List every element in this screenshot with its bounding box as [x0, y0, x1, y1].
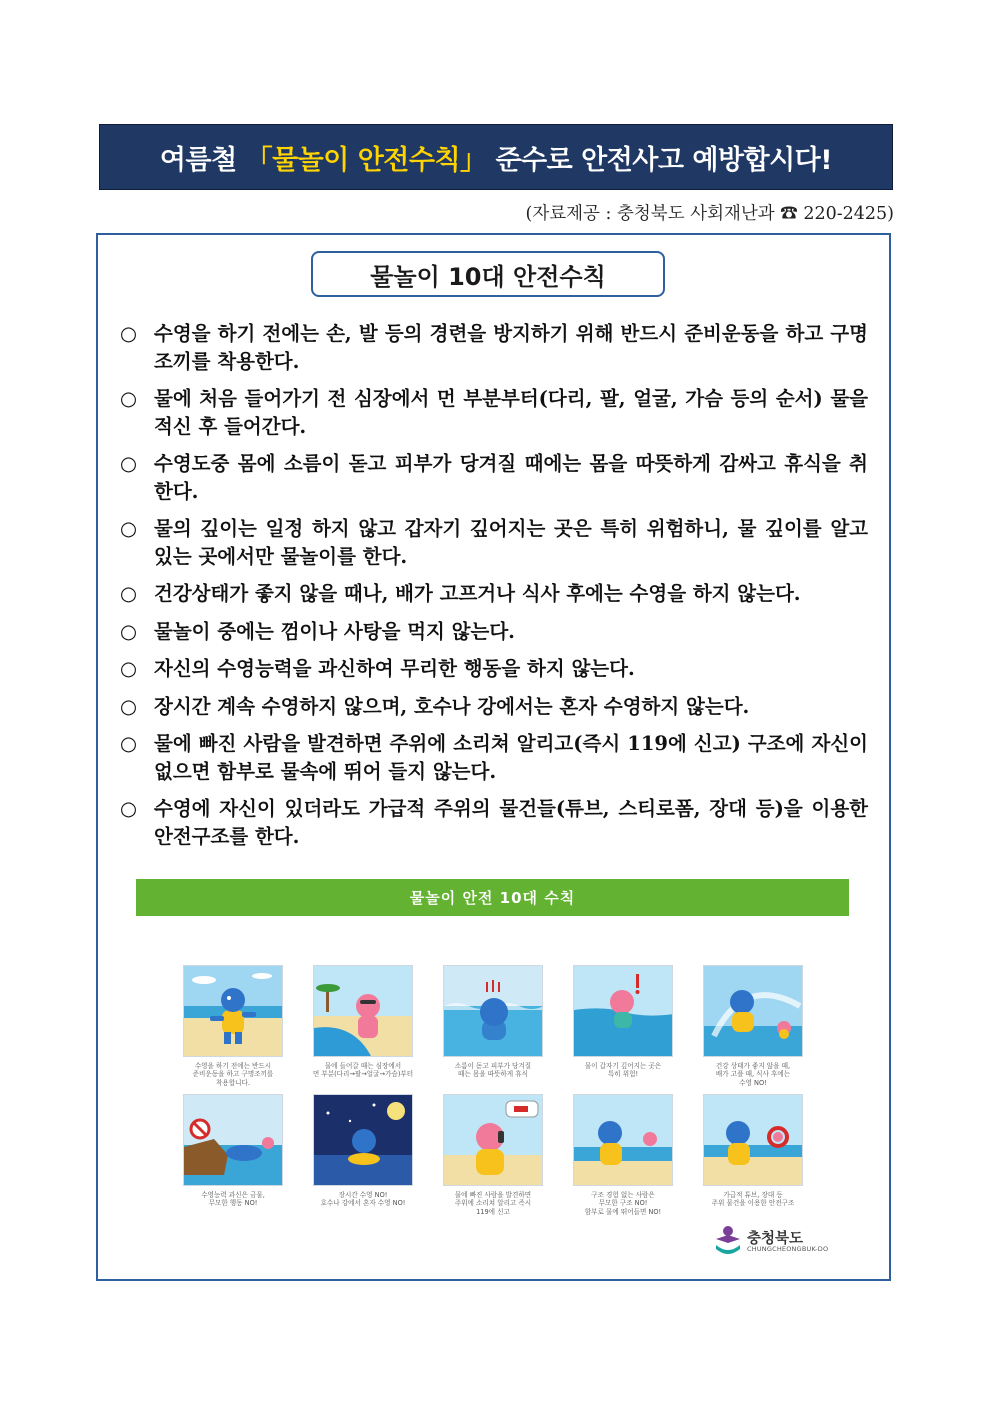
illustration-panel — [183, 965, 283, 1057]
poster-banner: 물놀이 안전 10대 수칙 — [136, 879, 849, 916]
rule-item — [120, 320, 868, 375]
title-suffix: 준수로 안전사고 예방합시다! — [486, 144, 833, 176]
illustration-caption: 물에 들어갈 때는 심장에서 먼 부분(다리→팔→얼굴→가슴)부터 — [312, 1062, 414, 1079]
illustration-panel — [313, 1094, 413, 1186]
bullet-circle-icon: ○ — [120, 694, 138, 718]
rule-item — [120, 385, 868, 440]
bullet-circle-icon: ○ — [120, 387, 138, 410]
illustration-panel — [313, 965, 413, 1057]
logo-name: 충청북도 — [747, 1231, 804, 1247]
illustration-caption: 물에 빠진 사람을 발견하면 주위에 소리쳐 알리고 즉시 119에 신고 — [454, 1191, 532, 1216]
section-title: 물놀이 10대 안전수칙 — [311, 251, 665, 297]
deep-water-illustration — [574, 966, 673, 1057]
rule-text: 물에 빠진 사람을 발견하면 주위에 소리쳐 알리고(즉시 119에 신고) 구조에 자신이 없으면 함부로 물속에 뛰어 들지 않는다. — [154, 732, 868, 783]
rule-text: 자신의 수영능력을 과신하여 무리한 행동을 하지 않는다. — [154, 657, 635, 680]
rules-list — [120, 320, 868, 860]
rule-text: 물놀이 중에는 껌이나 사탕을 먹지 않는다. — [154, 619, 515, 643]
bullet-circle-icon: ○ — [120, 452, 138, 475]
illustration-caption: 소름이 돋고 피부가 당겨질 때는 몸을 따뜻하게 휴식 — [454, 1062, 532, 1079]
illustration-panel — [443, 1094, 543, 1186]
no-untrained-rescue-illustration — [574, 1095, 673, 1186]
illustration-panel — [703, 965, 803, 1057]
illustration-caption: 물이 갑자기 깊어지는 곳은 특히 위험! — [584, 1062, 662, 1079]
illustration-caption: 장시간 수영 NO! 호수나 강에서 혼자 수영 NO! — [320, 1191, 406, 1208]
rule-text: 수영을 하기 전에는 손, 발 등의 경련을 방지하기 위해 반드시 준비운동을 하고 구명조끼를 착용한다. — [154, 322, 868, 373]
chungbuk-logo — [713, 1225, 853, 1257]
title-highlight: 「물놀이 안전수칙」 — [245, 144, 487, 176]
call-119-illustration — [444, 1095, 543, 1186]
bullet-circle-icon: ○ — [120, 797, 138, 820]
rule-item — [120, 515, 868, 570]
rule-item — [120, 693, 868, 721]
rule-text: 물에 처음 들어가기 전 심장에서 먼 부분부터(다리, 팔, 얼굴, 가슴 등의 순서) 물을 적신 후 들어간다. — [154, 387, 868, 438]
bullet-circle-icon: ○ — [120, 619, 138, 643]
illustration-caption: 수영을 하기 전에는 반드시 준비운동을 하고 구명조끼를 착용합니다. — [192, 1062, 274, 1087]
illustration-caption: 가급적 튜브, 장대 등 주위 물건을 이용한 안전구조 — [711, 1191, 795, 1208]
illustration-caption: 건강 상태가 좋지 않을 때, 배가 고플 때, 식사 후에는 수영 NO! — [715, 1062, 791, 1087]
bullet-circle-icon: ○ — [120, 732, 138, 755]
title-banner — [99, 124, 893, 190]
bullet-circle-icon: ○ — [120, 657, 138, 680]
bullet-circle-icon: ○ — [120, 322, 138, 345]
night-swimming-illustration — [314, 1095, 413, 1186]
no-reckless-diving-illustration — [184, 1095, 283, 1186]
tube-rescue-illustration — [704, 1095, 803, 1186]
rule-text: 물의 깊이는 일정 하지 않고 갑자기 깊어지는 곳은 특히 위험하니, 물 깊이를 알고 있는 곳에서만 물놀이를 한다. — [154, 517, 868, 568]
rule-item — [120, 618, 868, 646]
bullet-circle-icon: ○ — [120, 582, 138, 605]
stretching-illustration — [184, 966, 283, 1057]
rule-item — [120, 730, 868, 785]
shivering-illustration — [444, 966, 543, 1057]
rule-item — [120, 655, 868, 683]
source-credit: (자료제공 : 충청북도 사회재난과 ☎ 220-2425) — [525, 204, 894, 224]
chungbuk-emblem-icon — [713, 1225, 743, 1257]
no-swim-after-meal-illustration — [704, 966, 803, 1057]
rule-text: 장시간 계속 수영하지 않으며, 호수나 강에서는 혼자 수영하지 않는다. — [154, 694, 750, 718]
logo-subtitle: CHUNGCHEONGBUK-DO — [747, 1245, 829, 1253]
illustration-panel — [573, 965, 673, 1057]
illustration-panel — [573, 1094, 673, 1186]
illustration-panel — [703, 1094, 803, 1186]
rule-item — [120, 795, 868, 850]
illustration-panel — [443, 965, 543, 1057]
title-prefix: 여름철 — [159, 144, 246, 176]
rule-text: 건강상태가 좋지 않을 때나, 배가 고프거나 식사 후에는 수영을 하지 않는다. — [154, 582, 801, 605]
rule-text: 수영도중 몸에 소름이 돋고 피부가 당겨질 때에는 몸을 따뜻하게 감싸고 휴식을 취한다. — [154, 452, 868, 503]
bullet-circle-icon: ○ — [120, 517, 138, 540]
illustration-caption: 구조 경험 없는 사람은 무모한 구조 NO! 함부로 물에 뛰어들면 NO! — [584, 1191, 662, 1216]
rule-item — [120, 580, 868, 608]
rule-item — [120, 450, 868, 505]
rule-text: 수영에 자신이 있더라도 가급적 주위의 물건들(튜브, 스티로폼, 장대 등)을 이용한 안전구조를 한다. — [154, 797, 868, 848]
beach-entry-illustration — [314, 966, 413, 1057]
page-title — [160, 138, 832, 177]
illustration-caption: 수영능력 과신은 금물, 무모한 행동 NO! — [201, 1191, 265, 1208]
illustration-panel — [183, 1094, 283, 1186]
